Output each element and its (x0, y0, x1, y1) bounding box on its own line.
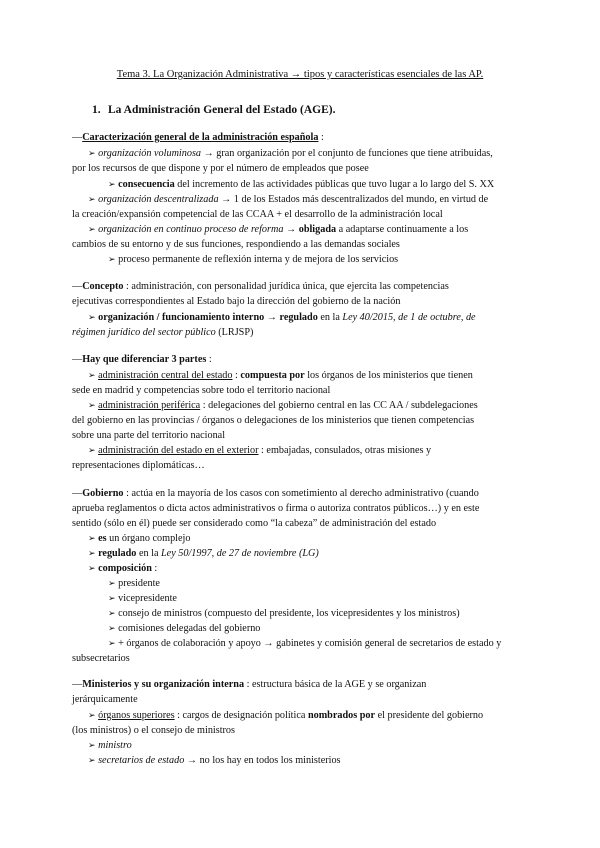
bullet-composicion: ➢ composición : (88, 563, 158, 574)
bullet-organizacion-reforma: ➢ organización en continuo proceso de reforma → obligada a adaptarse continuamente a los (88, 224, 469, 235)
paragraph-continuation: aprueba reglamentos o dicta actos administrativos o firma o autoriza contratos públicos…) y en este (72, 503, 480, 514)
sub-bullet-secretarios-estado: ➢ secretarios de estado → no los hay en todos los ministerios (88, 755, 341, 766)
ministerios-heading: —Ministerios y su organización interna : estructura básica de la AGE y se organizan (72, 679, 427, 690)
bullet-arrow-icon: ➢ (88, 195, 96, 205)
bullet-arrow-icon: ➢ (108, 255, 116, 265)
bullet-administracion-periferica: ➢ administración periférica : delegaciones del gobierno central en las CC AA / subdelegaciones (88, 400, 478, 411)
bullet-continuation: subsecretarios (72, 653, 130, 664)
bullet-arrow-icon: ➢ (108, 180, 116, 190)
bullet-arrow-icon: ➢ (108, 579, 116, 589)
bullet-continuation: régimen jurídico del sector público (LRJSP) (72, 327, 254, 338)
bullet-arrow-icon: ➢ (88, 549, 96, 559)
bullet-continuation: por los recursos de que dispone y por el número de empleados que posee (72, 163, 369, 174)
bullet-organizacion-descentralizada: ➢ organización descentralizada → 1 de los Estados más descentralizados del mundo, en virtud de (88, 194, 489, 205)
sub-bullet-consejo-ministros: ➢ consejo de ministros (compuesto del presidente, los vicepresidentes y los ministros) (108, 608, 460, 619)
bullet-es-organo: ➢ es un órgano complejo (88, 533, 191, 544)
gobierno-heading: —Gobierno : actúa en la mayoría de los casos con sometimiento al derecho administrativo (cuando (72, 488, 479, 499)
bullet-regulado: ➢ regulado en la Ley 50/1997, de 27 de noviembre (LG) (88, 548, 319, 559)
document-title: Tema 3. La Organización Administrativa → tipos y características esenciales de las AP. (116, 69, 484, 80)
bullet-continuation: sobre una parte del territorio nacional (72, 430, 226, 441)
bullet-arrow-icon: ➢ (88, 149, 96, 159)
sub-bullet-comisiones: ➢ comisiones delegadas del gobierno (108, 623, 261, 634)
bullet-arrow-icon: ➢ (88, 225, 96, 235)
bullet-arrow-icon: ➢ (108, 624, 116, 634)
bullet-continuation: (los ministros) o el consejo de ministros (72, 725, 235, 736)
bullet-arrow-icon: ➢ (88, 534, 96, 544)
bullet-continuation: sede en madrid y competencias sobre todo el territorio nacional (72, 385, 331, 396)
bullet-continuation: la creación/expansión competencial de las CCAA + el desarrollo de la administración local (72, 209, 443, 220)
bullet-arrow-icon: ➢ (108, 609, 116, 619)
bullet-arrow-icon: ➢ (88, 313, 96, 323)
sub-bullet-presidente: ➢ presidente (108, 578, 160, 589)
bullet-arrow-icon: ➢ (88, 741, 96, 751)
sub-bullet-proceso: ➢ proceso permanente de reflexión interna y de mejora de los servicios (108, 254, 399, 265)
section-heading (92, 104, 335, 116)
caracterizacion-heading: —Caracterización general de la administración española : (72, 132, 324, 143)
bullet-continuation: representaciones diplomáticas… (72, 460, 205, 471)
section-number: 1. (92, 104, 101, 116)
bullet-administracion-exterior: ➢ administración del estado en el exterior : embajadas, consulados, otras misiones y (88, 445, 432, 456)
sub-bullet-consecuencia: ➢ consecuencia del incremento de las actividades públicas que tuvo lugar a lo largo del S. XX (108, 179, 495, 190)
sub-bullet-organos-colaboracion: ➢ + órganos de colaboración y apoyo → gabinetes y comisión general de secretarios de estado y (108, 638, 502, 649)
paragraph-continuation: jerárquicamente (72, 694, 138, 705)
bullet-organos-superiores: ➢ órganos superiores : cargos de designación política nombrados por el presidente del gobierno (88, 710, 484, 721)
bullet-organizacion-funcionamiento: ➢ organización / funcionamiento interno → regulado en la Ley 40/2015, de 1 de octubre, de (88, 312, 476, 323)
bullet-arrow-icon: ➢ (108, 594, 116, 604)
section-title: La Administración General del Estado (AGE). (108, 104, 336, 116)
bullet-organizacion-voluminosa: ➢ organización voluminosa → gran organización por el conjunto de funciones que tiene atribuidas, (88, 148, 493, 159)
partes-heading: —Hay que diferenciar 3 partes : (72, 354, 212, 365)
bullet-arrow-icon: ➢ (88, 371, 96, 381)
paragraph-continuation: sentido (sólo en él) puede ser considerado como “la cabeza” de administración del estado (72, 518, 437, 529)
paragraph-continuation: ejecutivas correspondientes al Estado bajo la dirección del gobierno de la nación (72, 296, 401, 307)
sub-bullet-ministro: ➢ ministro (88, 740, 132, 751)
bullet-arrow-icon: ➢ (88, 711, 96, 721)
bullet-arrow-icon: ➢ (88, 446, 96, 456)
bullet-arrow-icon: ➢ (88, 401, 96, 411)
concepto-heading: —Concepto : administración, con personalidad jurídica única, que ejercita las competencias (72, 281, 449, 292)
bullet-continuation: cambios de su entorno y de sus funciones, respondiendo a las demandas sociales (72, 239, 400, 250)
bullet-arrow-icon: ➢ (88, 564, 96, 574)
sub-bullet-vicepresidente: ➢ vicepresidente (108, 593, 177, 604)
bullet-arrow-icon: ➢ (88, 756, 96, 766)
bullet-administracion-central: ➢ administración central del estado : compuesta por los órganos de los ministerios que tienen (88, 370, 473, 381)
bullet-continuation: del gobierno en las provincias / órganos o delegaciones de los ministerios que tienen competencias (72, 415, 475, 426)
bullet-arrow-icon: ➢ (108, 639, 116, 649)
